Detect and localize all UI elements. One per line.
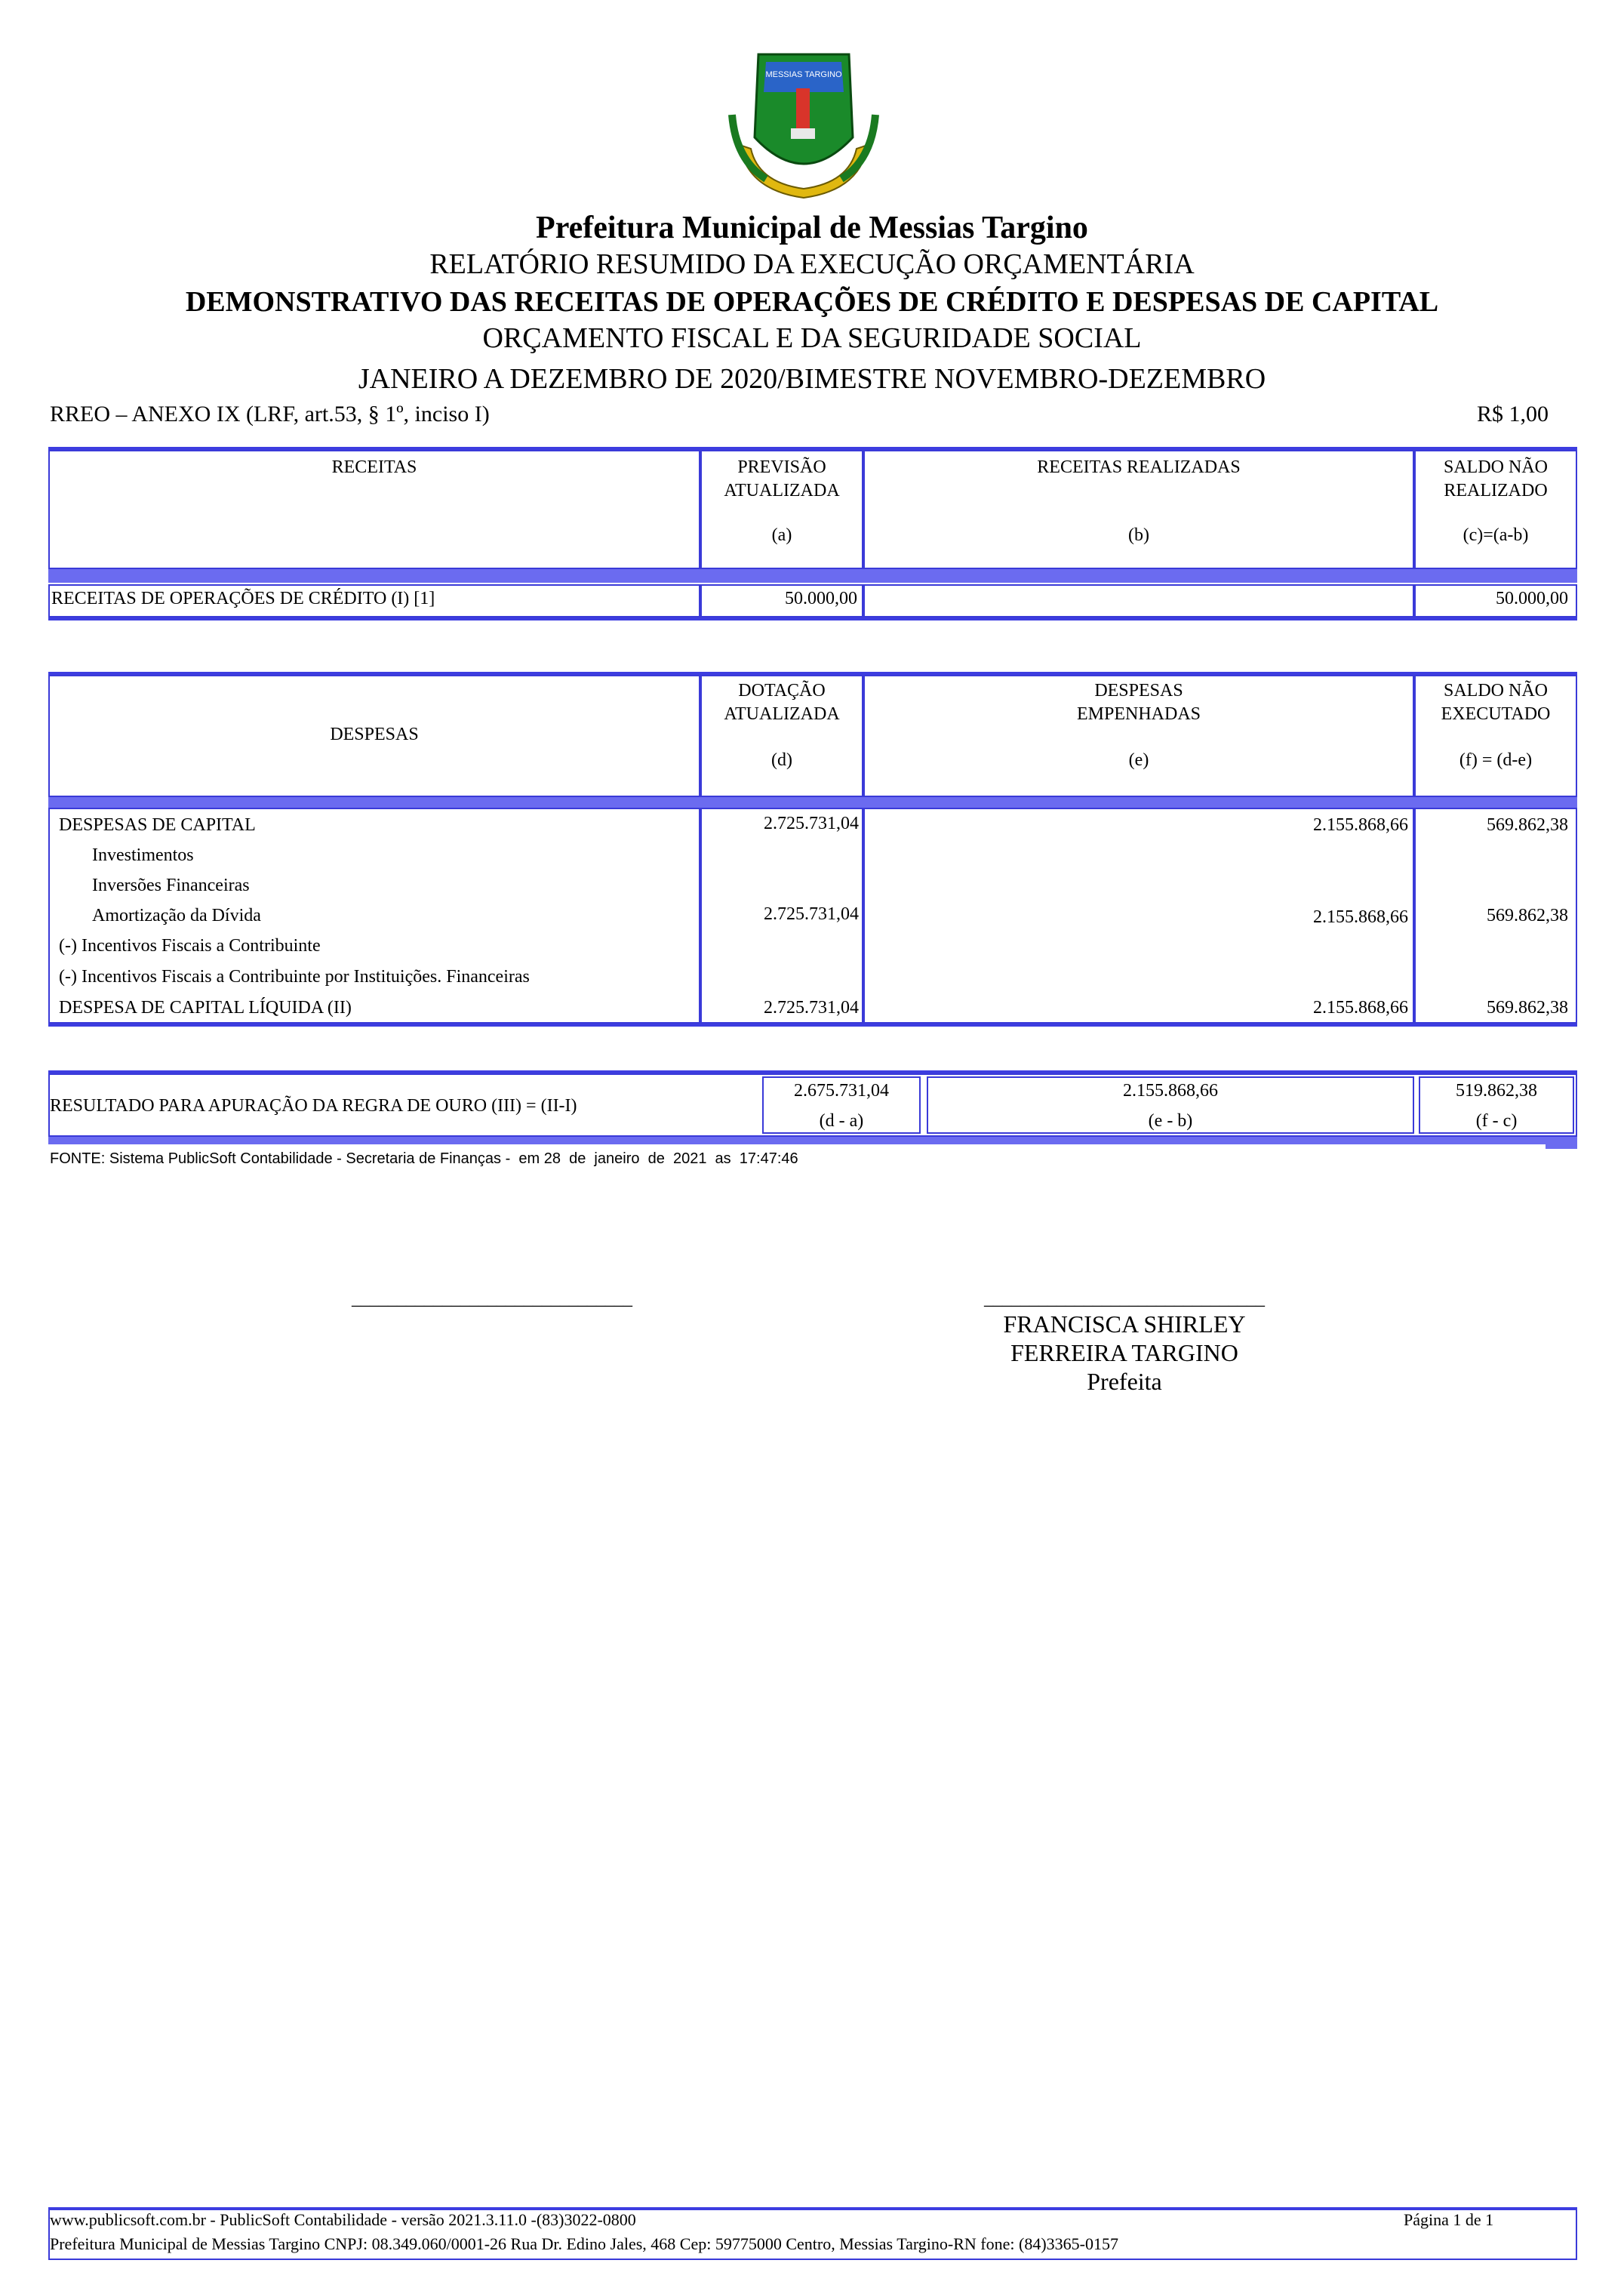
municipality-title: Prefeitura Municipal de Messias Targino: [536, 211, 1088, 245]
saldo-nao-executado-code: (f) = (d-e): [1459, 750, 1533, 770]
despesas-row-saldo: 569.862,38: [1487, 998, 1568, 1018]
currency-label: R$ 1,00: [1476, 402, 1549, 426]
saldo-nao-realizado-line2: REALIZADO: [1444, 481, 1548, 500]
empenhadas-header-line1: DESPESAS: [1094, 681, 1183, 701]
despesas-row-dotacao: 2.725.731,04: [764, 998, 859, 1018]
despesas-row-dotacao: 2.725.731,04: [764, 814, 859, 833]
resultado-value-2: 2.155.868,66: [1123, 1081, 1218, 1101]
dotacao-header-line2: ATUALIZADA: [724, 704, 840, 724]
signature-line-left: _______________________________: [352, 1289, 632, 1309]
signer-name-line1: FRANCISCA SHIRLEY: [1003, 1310, 1246, 1338]
coat-of-arms-logo: [724, 47, 883, 205]
realizadas-code: (b): [1128, 525, 1149, 545]
despesas-row-label: DESPESAS DE CAPITAL: [59, 815, 256, 835]
previsao-header-line2: ATUALIZADA: [724, 481, 840, 500]
footer-address: Prefeitura Municipal de Messias Targino CNPJ: 08.349.060/0001-26 Rua Dr. Edino Jales, 468 Cep: 59775000 Centro, Messias Targino-RN fone: (84)3365-0157: [50, 2234, 1118, 2253]
resultado-code-1: (d - a): [819, 1111, 864, 1131]
receitas-header: RECEITAS: [331, 457, 417, 477]
resultado-value-1: 2.675.731,04: [794, 1081, 889, 1101]
resultado-value-3: 519.862,38: [1456, 1081, 1537, 1101]
despesas-row-label: Amortização da Dívida: [92, 906, 261, 925]
despesas-row-empenhadas: 2.155.868,66: [1313, 815, 1408, 835]
despesas-row-label: Investimentos: [92, 845, 194, 865]
despesas-row-label: DESPESA DE CAPITAL LÍQUIDA (II): [59, 998, 352, 1018]
resultado-code-3: (f - c): [1475, 1111, 1518, 1131]
previsao-code: (a): [771, 525, 792, 545]
despesas-row-empenhadas: 2.155.868,66: [1313, 998, 1408, 1018]
despesas-row-label: (-) Incentivos Fiscais a Contribuinte: [59, 936, 321, 956]
receitas-row-saldo: 50.000,00: [1496, 589, 1568, 608]
receitas-row-label: RECEITAS DE OPERAÇÕES DE CRÉDITO (I) [1]: [51, 589, 435, 608]
despesas-row-saldo: 569.862,38: [1487, 815, 1568, 835]
report-period: JANEIRO A DEZEMBRO DE 2020/BIMESTRE NOVEMBRO-DEZEMBRO: [358, 363, 1266, 395]
despesas-row-label: (-) Incentivos Fiscais a Contribuinte por Instituições. Financeiras: [59, 967, 530, 987]
coat-of-arms-text: MESSIAS TARGINO: [765, 70, 842, 79]
signature-line-right: _______________________________: [984, 1289, 1265, 1309]
footer-page-number: Página 1 de 1: [1404, 2210, 1494, 2229]
despesas-row-dotacao: 2.725.731,04: [764, 904, 859, 924]
dotacao-header-line1: DOTAÇÃO: [738, 681, 826, 701]
footer-software-info: www.publicsoft.com.br - PublicSoft Contabilidade - versão 2021.3.11.0 -(83)3022-0800: [50, 2210, 636, 2229]
annex-label: RREO – ANEXO IX (LRF, art.53, § 1º, inciso I): [50, 402, 490, 426]
empenhadas-code: (e): [1128, 750, 1149, 770]
signer-role: Prefeita: [1087, 1368, 1162, 1395]
despesas-row-empenhadas: 2.155.868,66: [1313, 907, 1408, 927]
signer-name-line2: FERREIRA TARGINO: [1010, 1339, 1238, 1366]
receitas-row-previsao: 50.000,00: [785, 589, 857, 608]
budget-scope: ORÇAMENTO FISCAL E DA SEGURIDADE SOCIAL: [482, 322, 1142, 354]
report-title: RELATÓRIO RESUMIDO DA EXECUÇÃO ORÇAMENTÁRIA: [429, 248, 1195, 280]
despesas-row-saldo: 569.862,38: [1487, 906, 1568, 925]
realizadas-header: RECEITAS REALIZADAS: [1037, 457, 1241, 477]
despesas-header: DESPESAS: [330, 725, 419, 744]
empenhadas-header-line2: EMPENHADAS: [1076, 704, 1201, 724]
previsao-header-line1: PREVISÃO: [737, 457, 826, 477]
statement-title: DEMONSTRATIVO DAS RECEITAS DE OPERAÇÕES DE CRÉDITO E DESPESAS DE CAPITAL: [185, 286, 1439, 318]
dotacao-code: (d): [771, 750, 792, 770]
resultado-label: RESULTADO PARA APURAÇÃO DA REGRA DE OURO (III) = (II-I): [50, 1096, 577, 1116]
saldo-nao-executado-line1: SALDO NÃO: [1444, 681, 1548, 701]
despesas-row-label: Inversões Financeiras: [92, 876, 250, 895]
resultado-code-2: (e - b): [1148, 1111, 1193, 1131]
saldo-nao-realizado-line1: SALDO NÃO: [1444, 457, 1548, 477]
saldo-nao-realizado-code: (c)=(a-b): [1463, 525, 1529, 545]
source-note: FONTE: Sistema PublicSoft Contabilidade - Secretaria de Finanças - em 28 de janeiro de 2021 as 17:47:46: [50, 1150, 798, 1167]
saldo-nao-executado-line2: EXECUTADO: [1441, 704, 1551, 724]
